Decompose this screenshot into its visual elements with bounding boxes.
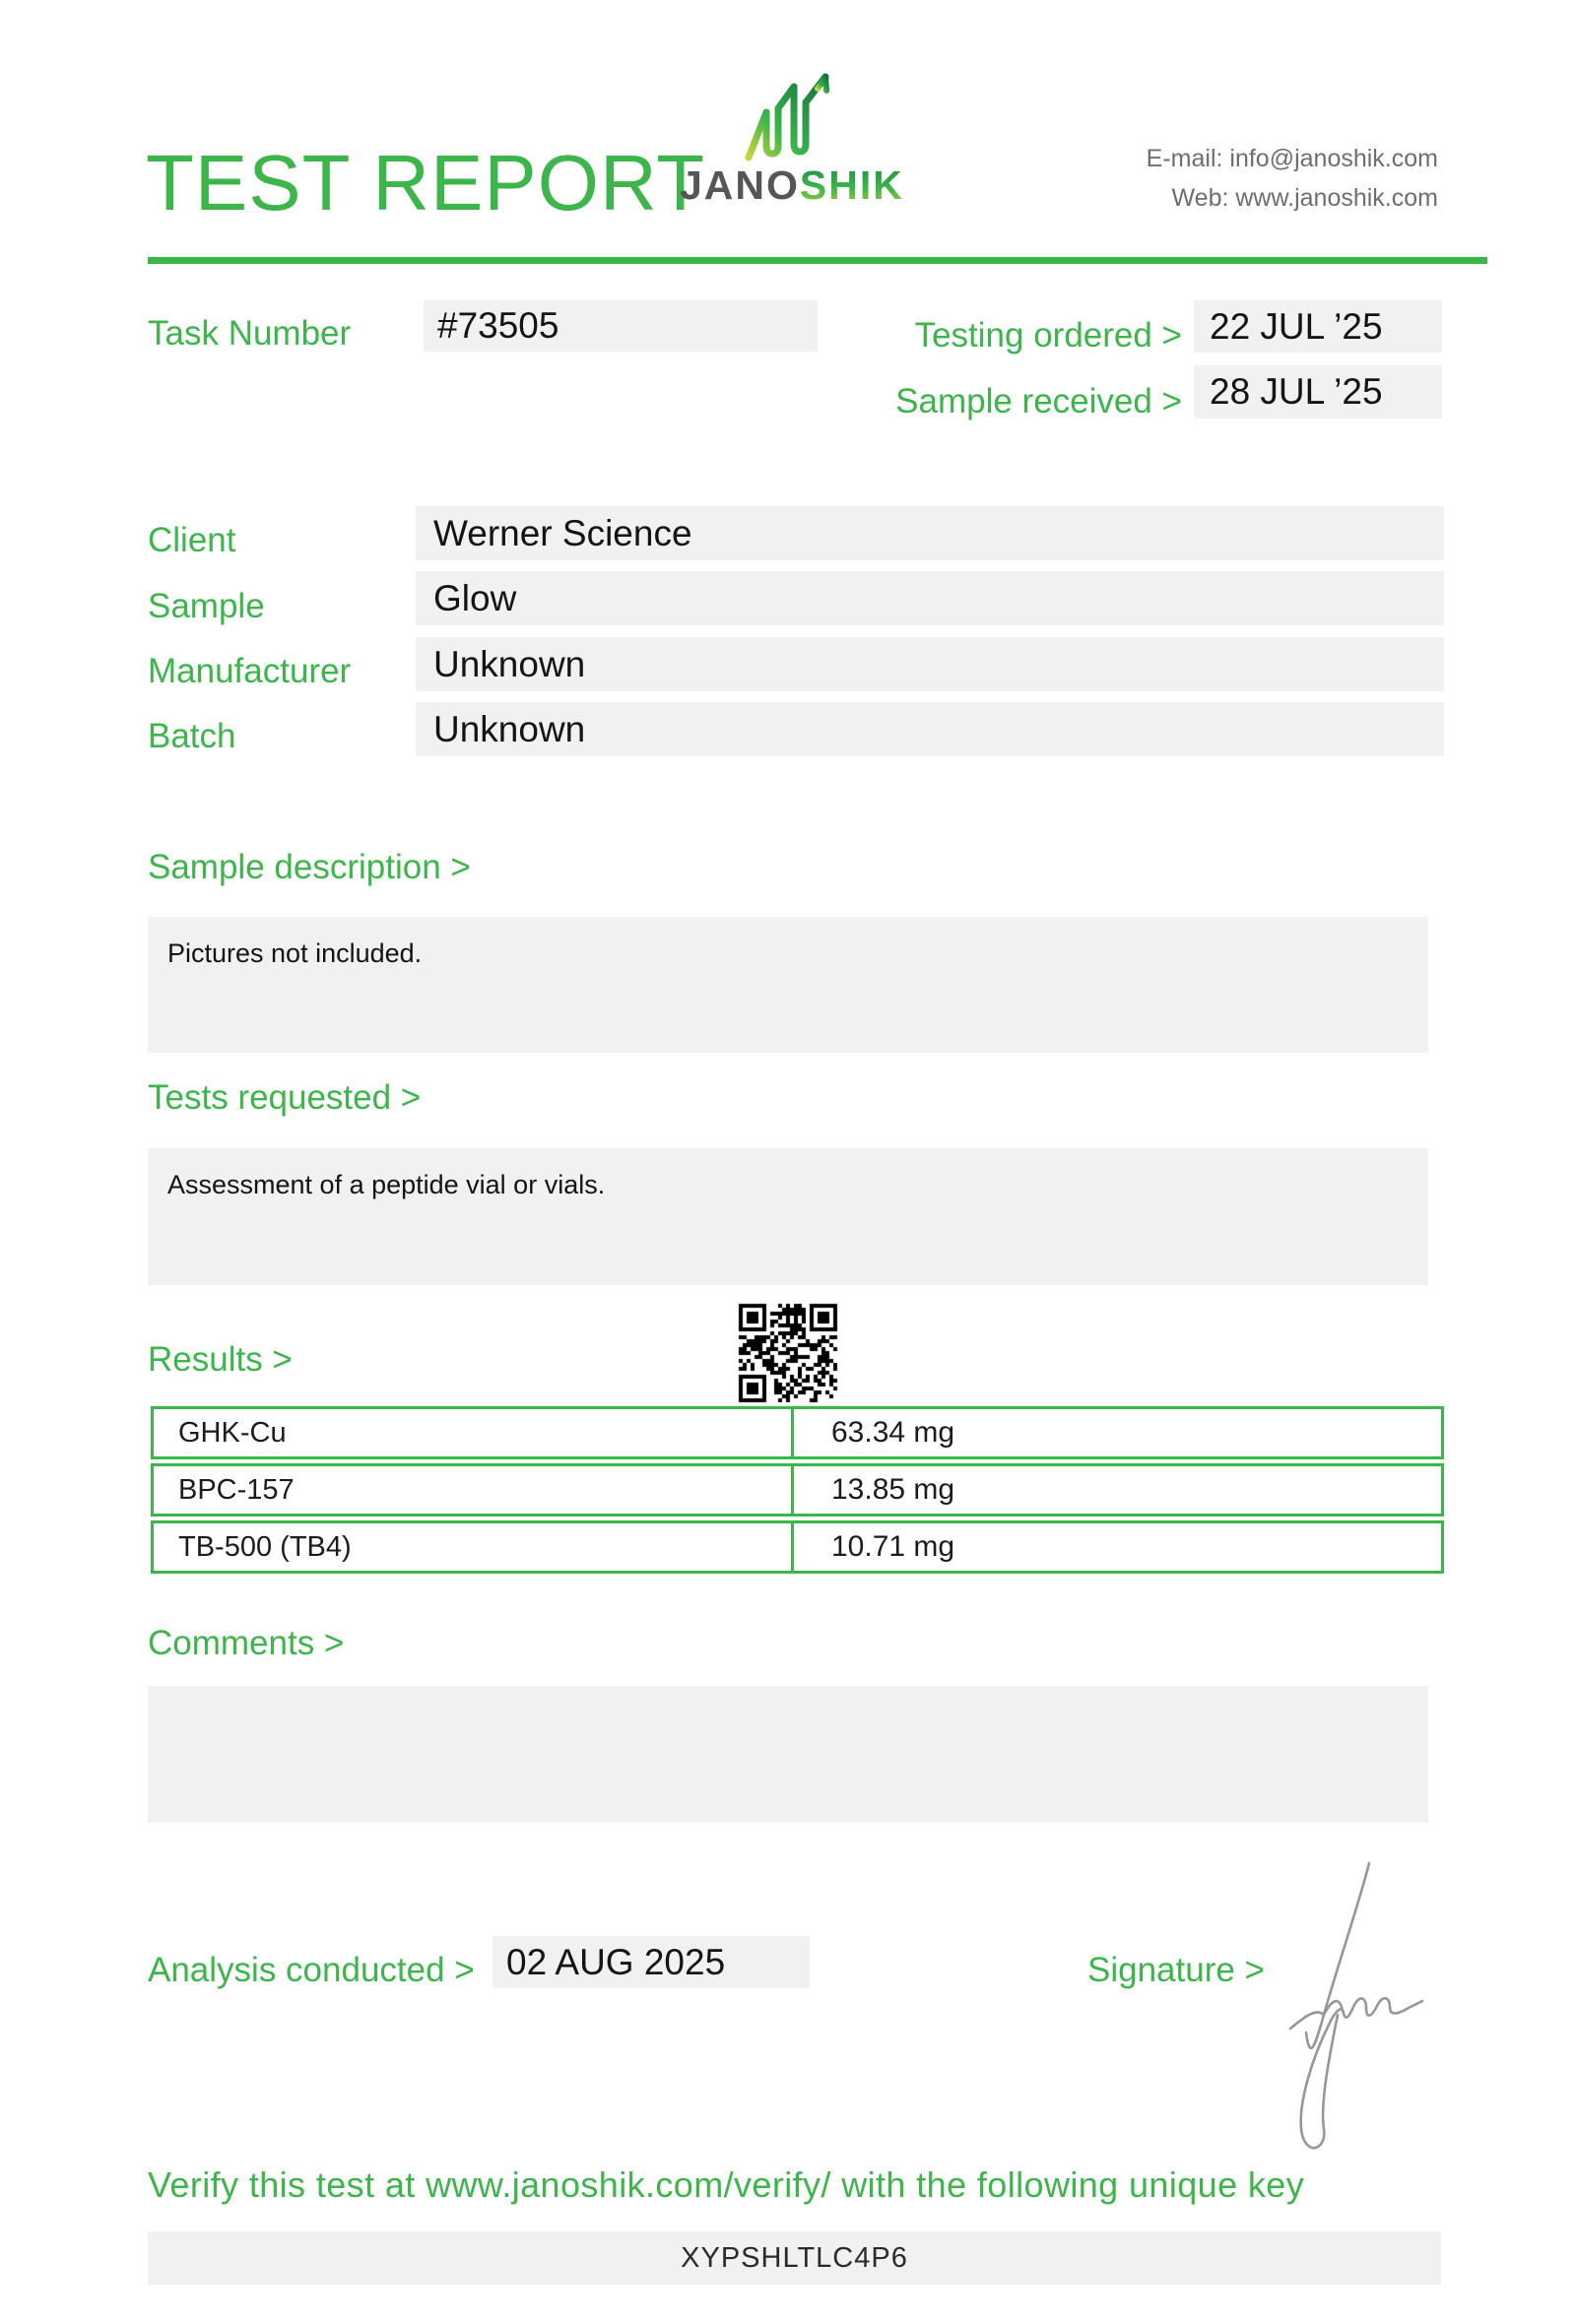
tests-requested-box: Assessment of a peptide vial or vials.	[148, 1148, 1428, 1285]
table-row	[151, 1520, 1444, 1574]
task-number-value: #73505	[424, 300, 818, 352]
task-number-label: Task Number	[148, 314, 352, 353]
manufacturer-label: Manufacturer	[148, 652, 352, 690]
sample-description-heading: Sample description >	[148, 848, 471, 886]
sample-description-box: Pictures not included.	[148, 917, 1428, 1053]
client-label: Client	[148, 521, 236, 559]
comments-box	[148, 1686, 1428, 1823]
table-row	[151, 1463, 1444, 1517]
results-heading: Results >	[148, 1340, 293, 1379]
result-name: GHK-Cu	[154, 1409, 794, 1456]
verify-instruction: Verify this test at www.janoshik.com/verify/ with the following unique key	[148, 2164, 1305, 2205]
page-title: TEST REPORT	[146, 139, 706, 226]
batch-value: Unknown	[416, 702, 1444, 756]
verify-key: XYPSHLTLC4P6	[148, 2231, 1441, 2285]
logo-word-green: SHIK	[799, 162, 904, 208]
client-value: Werner Science	[416, 506, 1444, 560]
results-table	[151, 1406, 1444, 1578]
contact-email: E-mail: info@janoshik.com	[1146, 145, 1438, 172]
qr-code	[737, 1302, 839, 1404]
signature-scribble	[1273, 1859, 1436, 2166]
result-value: 13.85 mg	[831, 1473, 955, 1506]
result-value: 10.71 mg	[831, 1530, 955, 1563]
sample-received-value: 28 JUL ’25	[1194, 365, 1442, 419]
sample-received-label: Sample received >	[895, 382, 1182, 420]
table-row	[151, 1406, 1444, 1459]
analysis-conducted-label: Analysis conducted >	[148, 1951, 475, 1989]
manufacturer-value: Unknown	[416, 637, 1444, 691]
contact-web: Web: www.janoshik.com	[1171, 184, 1438, 212]
testing-ordered-label: Testing ordered >	[914, 316, 1182, 355]
signature-label: Signature >	[1087, 1951, 1265, 1989]
logo-wordmark	[680, 162, 904, 208]
logo-word-dark: JANO	[680, 162, 800, 208]
sample-value: Glow	[416, 571, 1444, 625]
result-value: 63.34 mg	[831, 1416, 955, 1449]
comments-heading: Comments >	[148, 1624, 345, 1662]
result-name: BPC-157	[154, 1466, 794, 1514]
analysis-conducted-value: 02 AUG 2025	[492, 1936, 810, 1988]
tests-requested-heading: Tests requested >	[148, 1078, 422, 1117]
batch-label: Batch	[148, 717, 236, 755]
logo-chart-peaks-icon	[739, 73, 833, 163]
header-divider	[148, 257, 1487, 264]
contact-block	[1147, 139, 1438, 218]
result-name: TB-500 (TB4)	[154, 1523, 794, 1571]
sample-label: Sample	[148, 587, 265, 625]
testing-ordered-value: 22 JUL ’25	[1194, 300, 1442, 353]
